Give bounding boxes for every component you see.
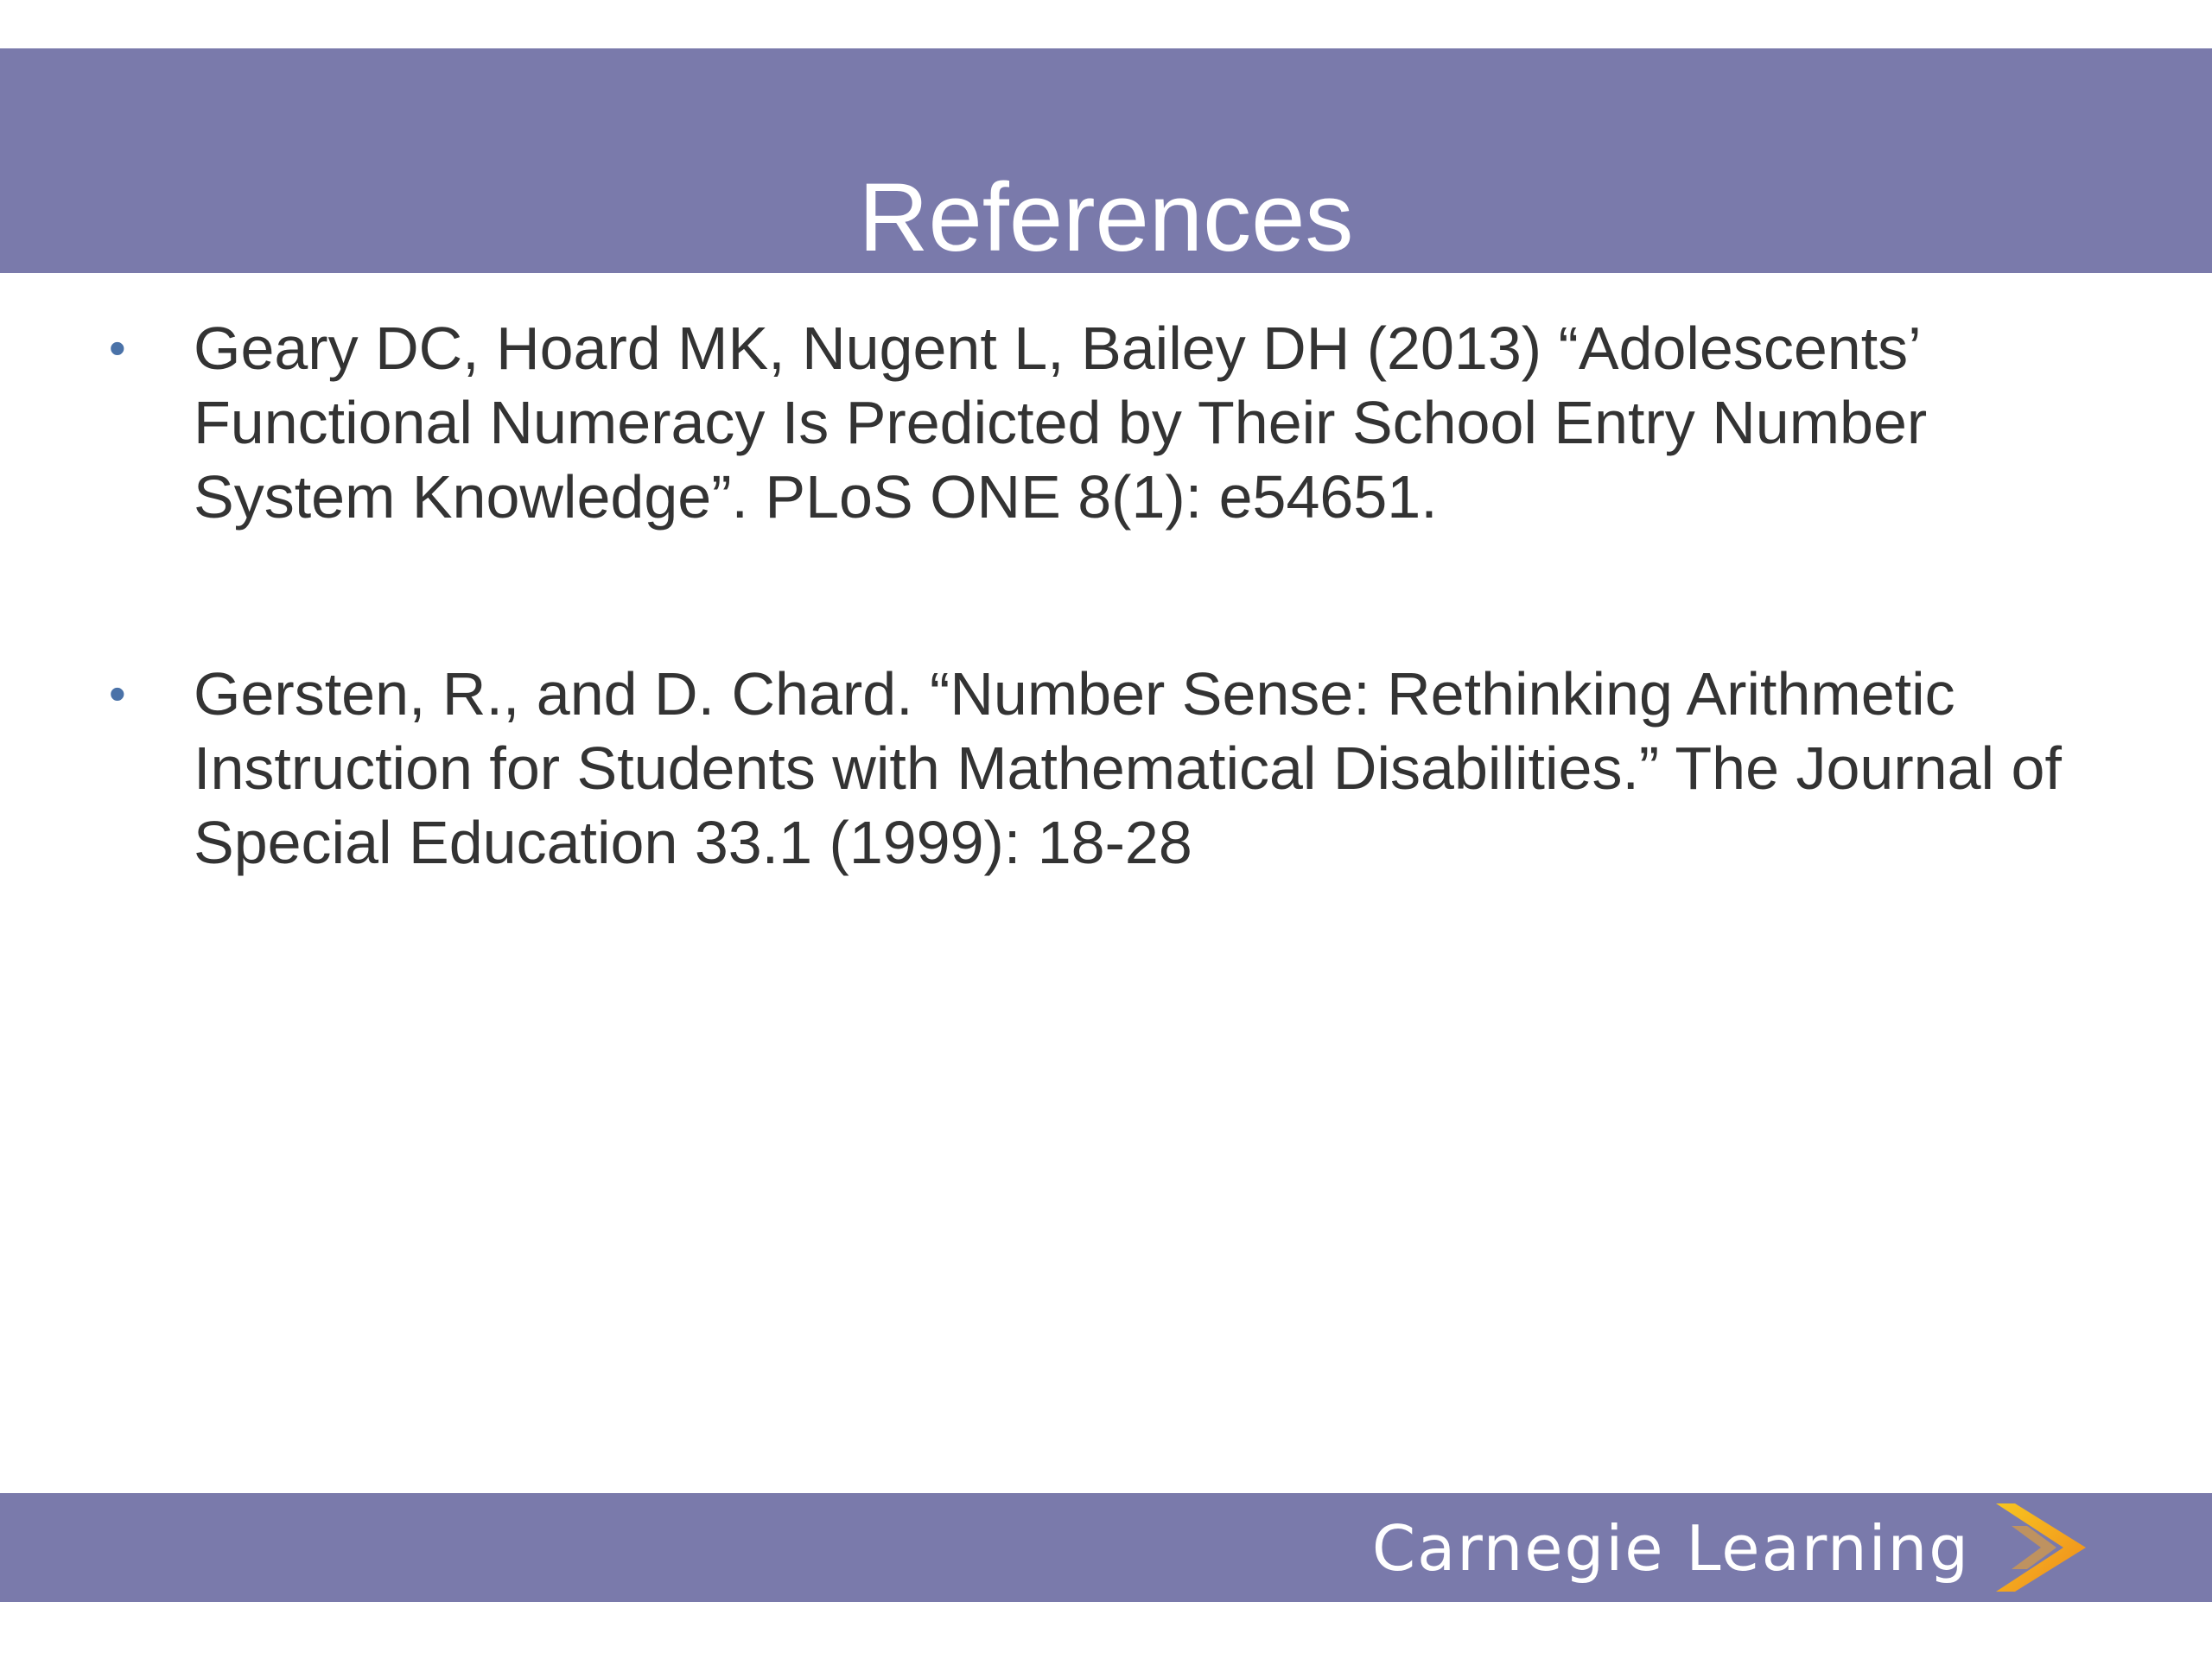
logo-text: Carnegie Learning	[1371, 1512, 1970, 1585]
page-title: References	[858, 163, 1354, 271]
bullet-icon: •	[109, 666, 126, 721]
reference-text: Geary DC, Hoard MK, Nugent L, Bailey DH (2013) “Adolescents’ Functional Numeracy Is Predicted by Their School Entry Number System Knowledge”. PLoS ONE 8(1): e54651.	[194, 315, 1928, 531]
bullet-icon: •	[109, 321, 126, 375]
reference-text: Gersten, R., and D. Chard. “Number Sense: Rethinking Arithmetic Instruction for Students with Mathematical Disabilities.” The Journal of Special Education 33.1 (1999): 18-28	[194, 660, 2062, 876]
footer-bar	[0, 1493, 2212, 1602]
chevron-logo-icon	[1993, 1500, 2089, 1595]
